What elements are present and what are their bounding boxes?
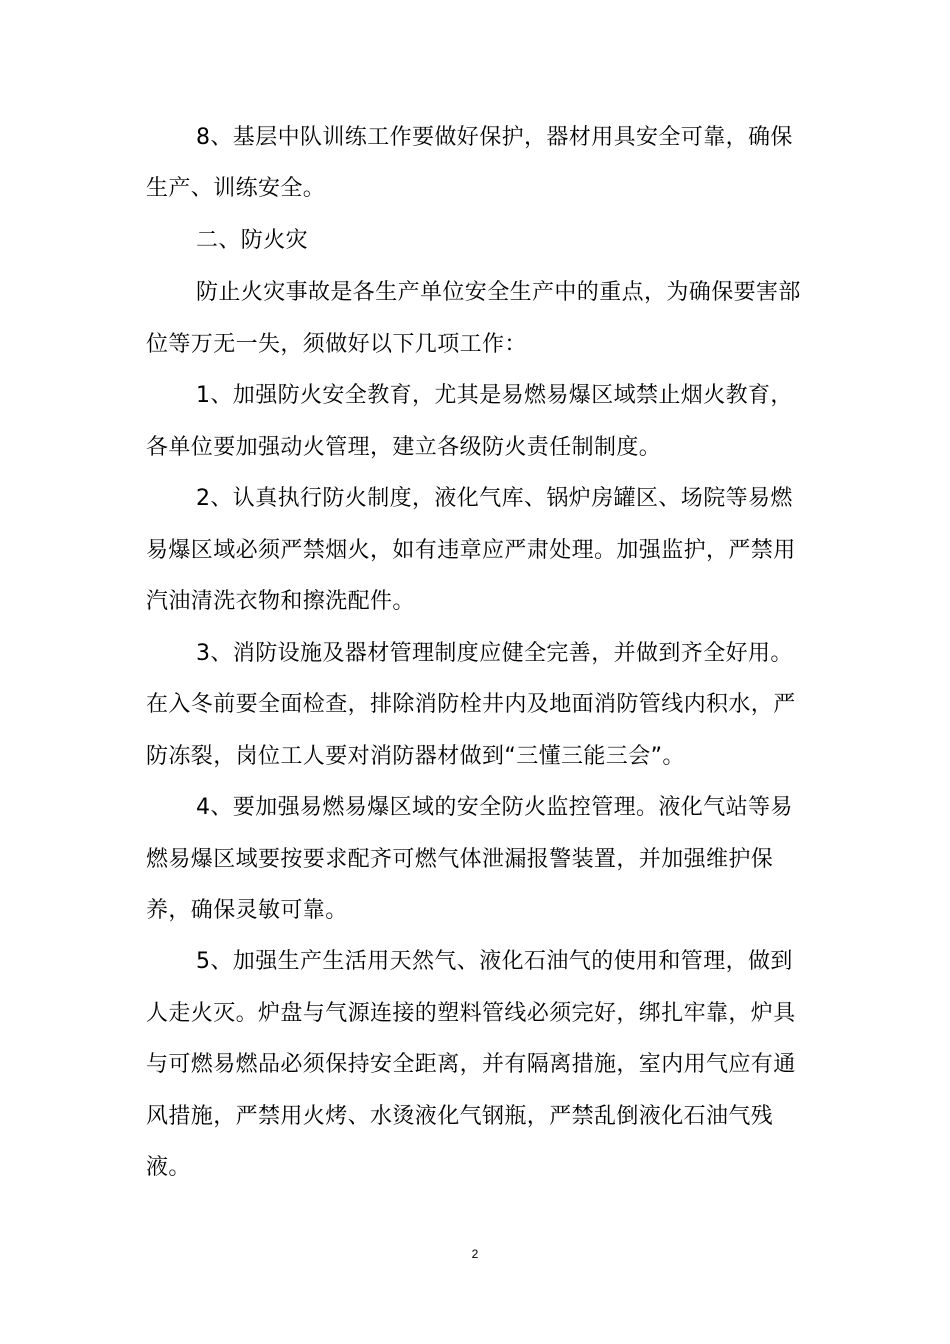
item-4-line-2: 燃易爆区域要按要求配齐可燃气体泄漏报警装置，并加强维护保 (146, 847, 774, 872)
item-4-line-3: 养，确保灵敏可靠。 (146, 898, 348, 923)
item-4-line-1: 4、要加强易燃易爆区域的安全防火监控管理。液化气站等易 (196, 795, 793, 820)
item-5-line-3: 与可燃易燃品必须保持安全距离，并有隔离措施，室内用气应有通 (146, 1052, 796, 1077)
section-heading-fire-prevention: 二、防火灾 (196, 228, 309, 253)
item-2-line-2: 易爆区域必须严禁烟火，如有违章应严肃处理。加强监护，严禁用 (146, 538, 796, 563)
item-3-line-2: 在入冬前要全面检查，排除消防栓井内及地面消防管线内积水，严 (146, 692, 796, 717)
item-5-line-2: 人走火灭。炉盘与气源连接的塑料管线必须完好，绑扎牢靠，炉具 (146, 1001, 796, 1026)
item-1-line-1: 1、加强防火安全教育，尤其是易燃易爆区域禁止烟火教育， (196, 383, 793, 408)
item-2-line-1: 2、认真执行防火制度，液化气库、锅炉房罐区、场院等易燃 (196, 486, 793, 511)
item-2-line-3: 汽油清洗衣物和擦洗配件。 (146, 589, 415, 614)
paragraph-8-line-1: 8、基层中队训练工作要做好保护，器材用具安全可靠，确保 (196, 125, 793, 150)
item-5-line-4: 风措施，严禁用火烤、水烫液化气钢瓶，严禁乱倒液化石油气残 (146, 1104, 774, 1129)
intro-paragraph-line-1: 防止火灾事故是各生产单位安全生产中的重点，为确保要害部 (196, 280, 801, 305)
page-number: 2 (471, 1247, 479, 1261)
intro-paragraph-line-2: 位等万无一失，须做好以下几项工作： (146, 332, 527, 357)
item-1-line-2: 各单位要加强动火管理，建立各级防火责任制制度。 (146, 435, 662, 460)
item-3-line-3: 防冻裂，岗位工人要对消防器材做到“三懂三能三会”。 (146, 744, 685, 769)
item-5-line-5: 液。 (146, 1155, 191, 1180)
item-5-line-1: 5、加强生产生活用天然气、液化石油气的使用和管理，做到 (196, 949, 793, 974)
paragraph-8-line-2: 生产、训练安全。 (146, 176, 326, 201)
item-3-line-1: 3、消防设施及器材管理制度应健全完善，并做到齐全好用。 (196, 641, 793, 666)
